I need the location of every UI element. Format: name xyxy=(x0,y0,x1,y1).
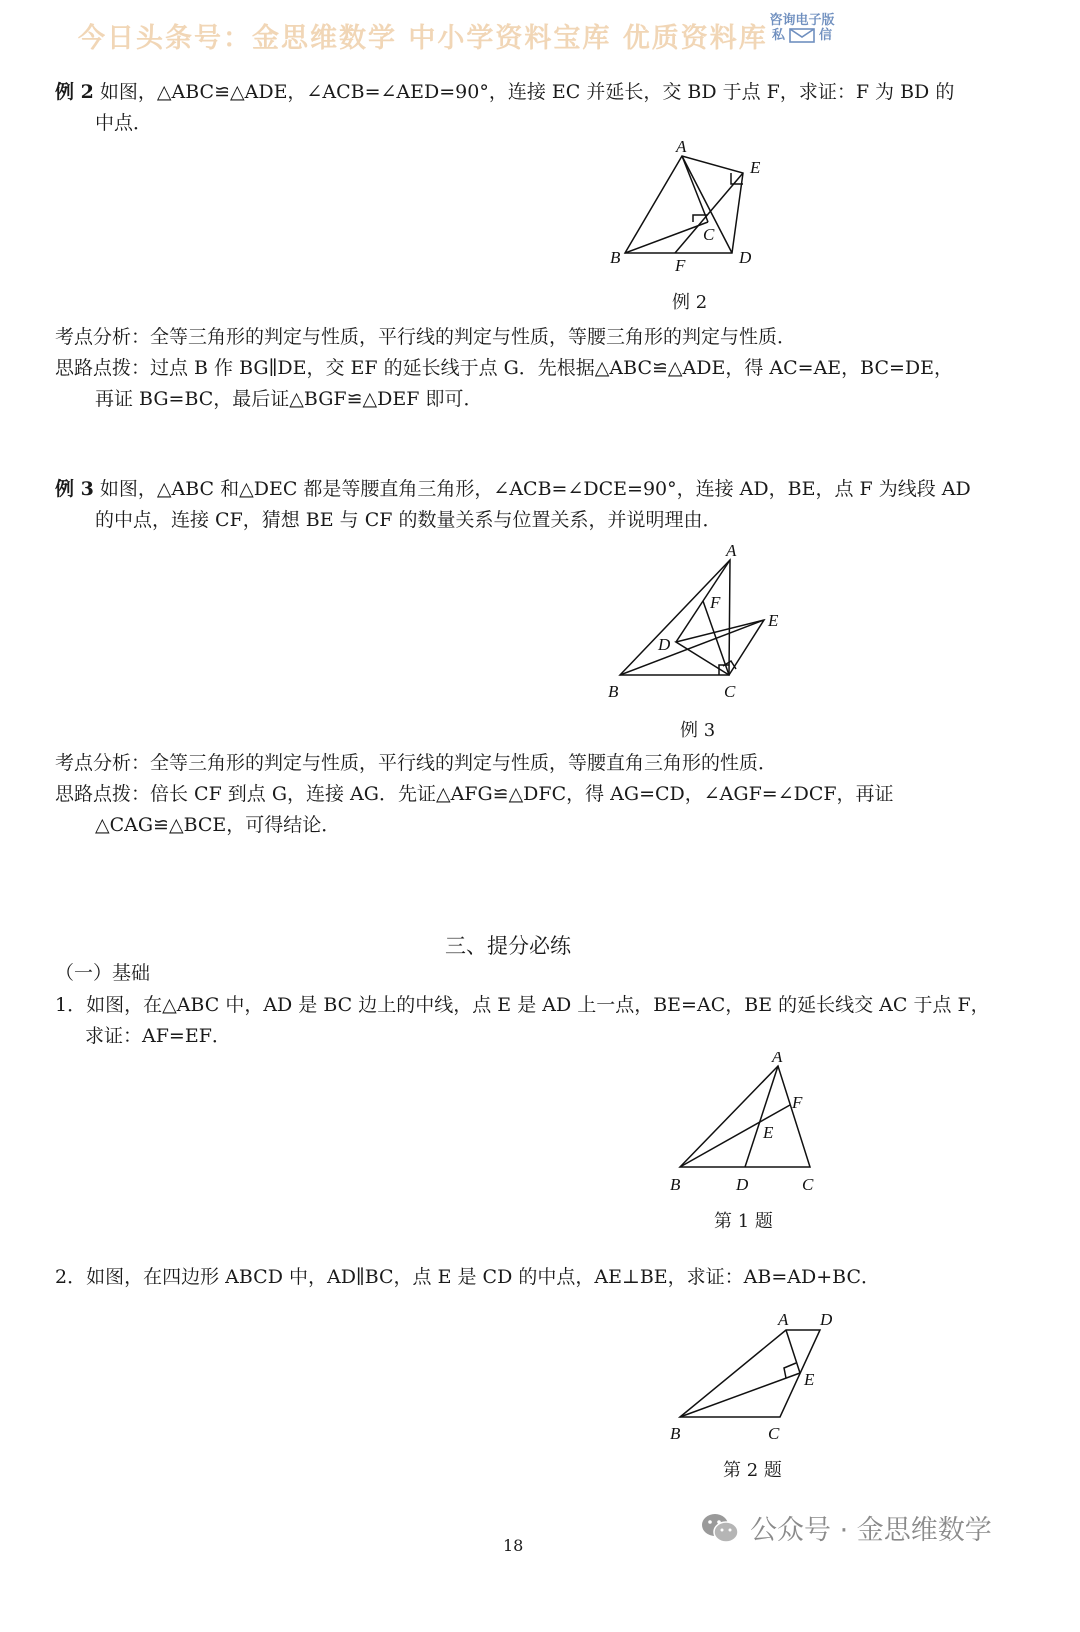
figure-question-2 xyxy=(660,1305,850,1445)
section-title: 三、提分必练 xyxy=(445,934,571,958)
fig-q2-line-be xyxy=(680,1373,800,1417)
fig2-label-e: E xyxy=(750,158,761,177)
figure-question-1 xyxy=(660,1052,830,1197)
example-3-line1 xyxy=(55,474,1045,505)
example-3-explanation xyxy=(55,748,1045,841)
fig-q2-label-a: A xyxy=(778,1310,789,1329)
fig-q1-label-b: B xyxy=(670,1175,681,1194)
watermark-contact-row xyxy=(762,28,842,43)
caption-question-2: 第 2 题 xyxy=(723,1460,782,1481)
watermark-banner: 今日头条号：金思维数学 中小学资料宝库 优质资料库 xyxy=(78,23,768,54)
footer-brand xyxy=(700,1508,992,1547)
fig-q2-label-c: C xyxy=(768,1424,780,1443)
fig-q1-label-f: F xyxy=(792,1093,803,1112)
fig2-label-f: F xyxy=(675,256,686,275)
wechat-icon xyxy=(700,1511,740,1545)
example-3 xyxy=(55,474,1045,536)
caption-question-1: 第 1 题 xyxy=(714,1211,773,1232)
watermark-contact-line2: 私 xyxy=(771,28,785,43)
fig2-label-c: C xyxy=(703,225,715,244)
fig-q1-triangle-abc xyxy=(680,1066,810,1167)
example-2-analysis: 考点分析：全等三角形的判定与性质，平行线的判定与性质，等腰三角形的判定与性质． xyxy=(55,326,797,348)
question-1-line1: 1．如图，在△ABC 中，AD 是 BC 边上的中线，点 E 是 AD 上一点，BE=AC，BE 的延长线交 AC 于点 F， xyxy=(55,994,990,1016)
example-2-hint-line1: 思路点拨：过点 B 作 BG∥DE，交 EF 的延长线于点 G．先根据△ABC≌△ADE，得 AC=AE，BC=DE， xyxy=(55,357,954,379)
page-number: 18 xyxy=(503,1536,524,1555)
fig3-label-e: E xyxy=(768,611,779,630)
fig3-label-a: A xyxy=(726,541,737,560)
watermark-contact-line1: 咨询电子版 xyxy=(769,13,835,28)
fig3-label-b: B xyxy=(608,682,619,701)
fig2-line-ac xyxy=(682,156,708,222)
watermark-contact-line3: 信 xyxy=(819,28,833,43)
example-3-text: 如图，△ABC 和△DEC 都是等腰直角三角形，∠ACB=∠DCE=90°，连接 AD，BE，点 F 为线段 AD xyxy=(99,478,971,500)
fig3-line-be xyxy=(620,620,764,675)
example-3-hint-line1: 思路点拨：倍长 CF 到点 G，连接 AG．先证△AFG≌△DFC，得 AG=CD，∠AGF=∠DCF，再证 xyxy=(55,783,894,805)
fig-q1-line-bf xyxy=(680,1105,790,1167)
figure-example-2 xyxy=(600,140,780,280)
example-2-label: 例 2 xyxy=(55,81,94,103)
example-2-text: 如图，△ABC≌△ADE，∠ACB=∠AED=90°，连接 EC 并延长，交 BD 于点 F，求证：F 为 BD 的 xyxy=(99,81,955,103)
caption-example-3: 例 3 xyxy=(680,720,716,741)
watermark-contact xyxy=(762,13,842,43)
question-2-line1: 2．如图，在四边形 ABCD 中，AD∥BC，点 E 是 CD 的中点，AE⊥BE，求证：AB=AD+BC． xyxy=(55,1266,880,1288)
fig-q1-line-ad xyxy=(745,1066,778,1167)
fig-q1-label-d: D xyxy=(736,1175,749,1194)
fig2-label-a: A xyxy=(676,140,687,156)
fig-q2-label-e: E xyxy=(804,1370,815,1389)
example-2 xyxy=(55,77,1045,139)
example-3-analysis: 考点分析：全等三角形的判定与性质，平行线的判定与性质，等腰直角三角形的性质． xyxy=(55,752,778,774)
example-3-label: 例 3 xyxy=(55,478,94,500)
question-1-line2: 求证：AF=EF． xyxy=(85,1025,231,1047)
example-2-explanation xyxy=(55,322,1045,415)
fig3-label-d: D xyxy=(658,635,671,654)
question-2 xyxy=(55,1262,1045,1293)
fig2-label-b: B xyxy=(610,248,621,267)
fig3-label-f: F xyxy=(710,593,721,612)
example-2-hint-line2: 再证 BG=BC，最后证△BGF≌△DEF 即可． xyxy=(95,388,483,410)
example-3-hint-line2: △CAG≌△BCE，可得结论． xyxy=(95,814,341,836)
example-3-line2: 的中点，连接 CF，猜想 BE 与 CF 的数量关系与位置关系，并说明理由． xyxy=(95,509,722,531)
fig-q1-label-e: E xyxy=(763,1123,774,1142)
fig3-label-c: C xyxy=(724,682,736,701)
example-2-line1 xyxy=(55,77,1045,108)
figure-example-3 xyxy=(600,540,800,710)
caption-example-2: 例 2 xyxy=(672,292,708,313)
fig-q1-label-c: C xyxy=(802,1175,814,1194)
fig2-line-bc xyxy=(625,222,708,253)
envelope-icon xyxy=(789,28,815,43)
fig3-triangle-abc xyxy=(620,560,730,675)
question-1 xyxy=(55,990,1045,1052)
footer-text: 公众号 · 金思维数学 xyxy=(750,1515,992,1546)
fig-q2-label-b: B xyxy=(670,1424,681,1443)
fig2-label-d: D xyxy=(739,248,752,267)
section-subtitle: （一）基础 xyxy=(55,962,151,984)
fig-q2-label-d: D xyxy=(820,1310,833,1329)
example-2-line2: 中点． xyxy=(95,112,153,134)
fig-q1-label-a: A xyxy=(772,1052,783,1066)
